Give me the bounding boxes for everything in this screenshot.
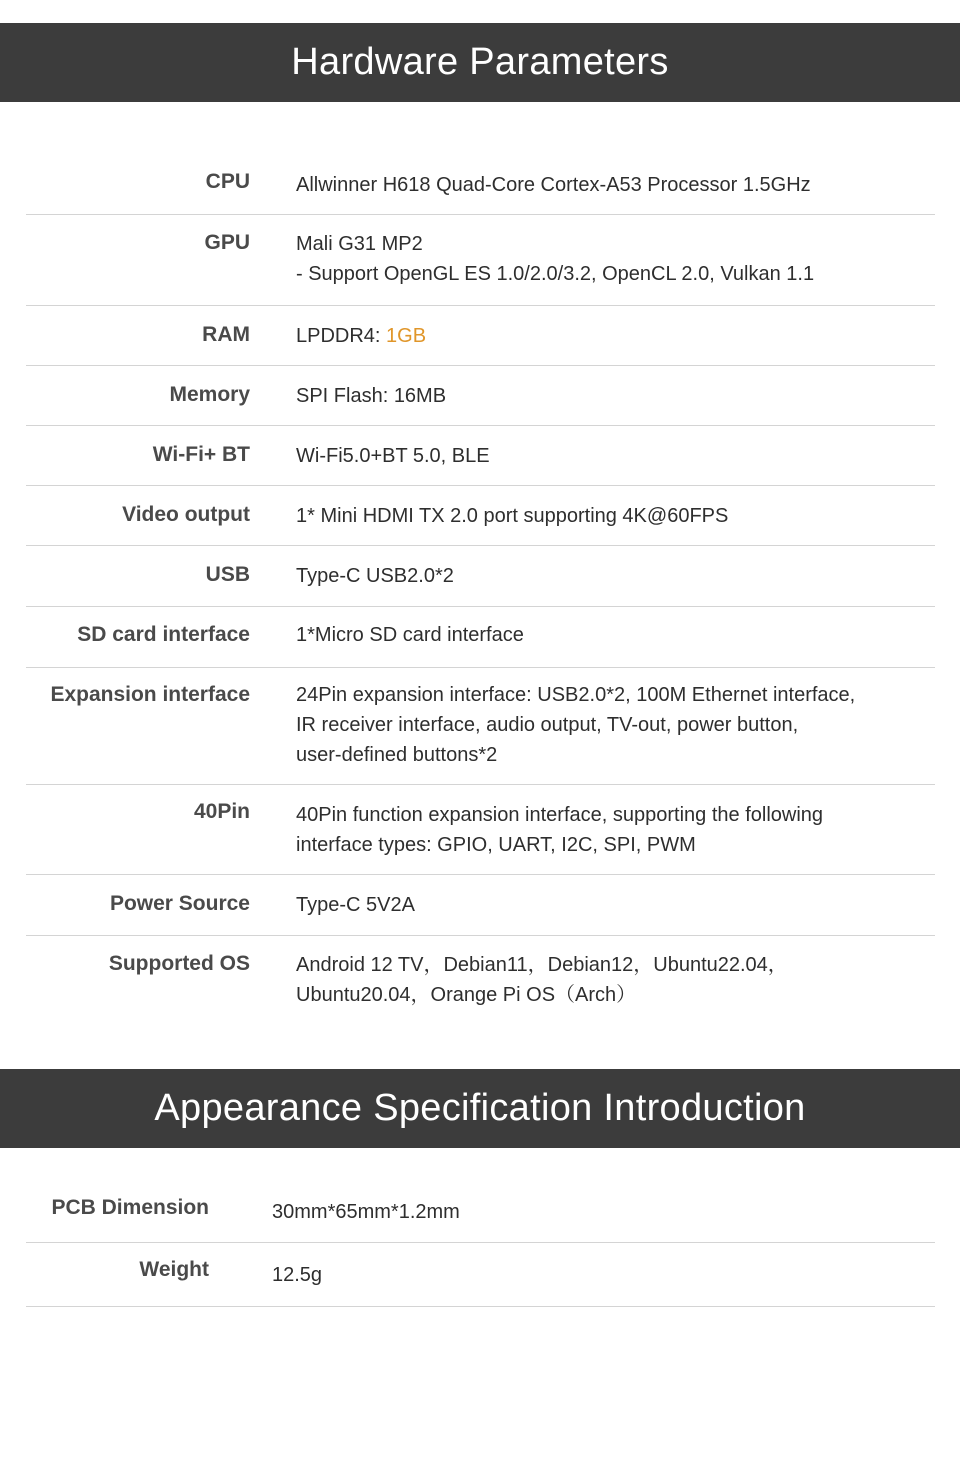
spec-value-line: interface types: GPIO, UART, I2C, SPI, PWM bbox=[296, 834, 696, 856]
spec-row-sd-card bbox=[26, 607, 935, 668]
ram-size-highlight: 1GB bbox=[386, 325, 427, 347]
appearance-spec-table bbox=[26, 1182, 935, 1307]
spec-label: Video output bbox=[122, 503, 250, 526]
appearance-spec-title: Appearance Specification Introduction bbox=[154, 1087, 806, 1129]
spec-row-weight bbox=[26, 1243, 935, 1307]
spec-value bbox=[296, 170, 895, 200]
spec-label: PCB Dimension bbox=[51, 1196, 209, 1219]
spec-value-line: 30mm*65mm*1.2mm bbox=[272, 1201, 460, 1223]
spec-label: Power Source bbox=[109, 892, 250, 915]
spec-value bbox=[296, 680, 895, 770]
spec-label: Wi-Fi+ BT bbox=[152, 443, 250, 466]
appearance-spec-banner bbox=[0, 1069, 960, 1148]
spec-value bbox=[296, 561, 895, 591]
spec-label: Supported OS bbox=[108, 952, 250, 975]
spec-label: RAM bbox=[202, 323, 250, 346]
spec-label: CPU bbox=[205, 170, 250, 193]
spec-value-line: Android 12 TV，Debian11，Debian12，Ubuntu22.04， bbox=[296, 954, 788, 976]
spec-value-line: IR receiver interface, audio output, TV-out, power button, bbox=[296, 714, 799, 736]
spec-value-line bbox=[296, 321, 895, 351]
spec-value-line: Wi-Fi5.0+BT 5.0, BLE bbox=[296, 445, 490, 467]
spec-label: SD card interface bbox=[77, 623, 250, 646]
spec-label: Expansion interface bbox=[50, 683, 250, 706]
spec-row-wifi-bt bbox=[26, 426, 935, 486]
spec-value-line: 1*Micro SD card interface bbox=[296, 624, 524, 646]
hardware-parameters-banner bbox=[0, 23, 960, 102]
spec-value bbox=[296, 950, 895, 1010]
spec-label: USB bbox=[205, 563, 250, 586]
spec-row-pcb-dimension bbox=[26, 1182, 935, 1243]
spec-value bbox=[296, 441, 895, 471]
spec-value-line: Ubuntu20.04，Orange Pi OS（Arch） bbox=[296, 984, 637, 1006]
spec-value-line: Type-C USB2.0*2 bbox=[296, 565, 454, 587]
spec-value bbox=[272, 1260, 895, 1290]
spec-row-expansion bbox=[26, 668, 935, 785]
spec-value-line: Allwinner H618 Quad-Core Cortex-A53 Processor 1.5GHz bbox=[296, 174, 811, 196]
spec-label: 40Pin bbox=[193, 800, 250, 823]
hardware-parameters-title: Hardware Parameters bbox=[291, 41, 669, 83]
spec-value bbox=[272, 1197, 895, 1227]
spec-value-line: 40Pin function expansion interface, supporting the following bbox=[296, 804, 824, 826]
spec-value bbox=[296, 800, 895, 860]
spec-label: Weight bbox=[139, 1258, 209, 1281]
spec-row-supported-os bbox=[26, 936, 935, 1026]
spec-row-power-source bbox=[26, 875, 935, 936]
hardware-spec-table bbox=[26, 154, 935, 1026]
spec-value bbox=[296, 321, 895, 351]
spec-value bbox=[296, 620, 895, 650]
spec-value-line: - Support OpenGL ES 1.0/2.0/3.2, OpenCL 2.0, Vulkan 1.1 bbox=[296, 263, 815, 285]
spec-row-cpu bbox=[26, 154, 935, 215]
spec-label: Memory bbox=[169, 383, 250, 406]
spec-value bbox=[296, 501, 895, 531]
spec-row-usb bbox=[26, 546, 935, 607]
spec-value-line: Type-C 5V2A bbox=[296, 894, 415, 916]
spec-row-40pin bbox=[26, 785, 935, 875]
spec-row-memory bbox=[26, 366, 935, 426]
ram-type: LPDDR4: bbox=[296, 325, 387, 347]
spec-row-video-output bbox=[26, 486, 935, 546]
spec-value bbox=[296, 381, 895, 411]
spec-value-line: 12.5g bbox=[272, 1264, 323, 1286]
spec-value bbox=[296, 229, 895, 289]
spec-value-line: user-defined buttons*2 bbox=[296, 744, 498, 766]
spec-row-ram bbox=[26, 306, 935, 366]
spec-value-line: Mali G31 MP2 bbox=[296, 233, 423, 255]
spec-value-line: SPI Flash: 16MB bbox=[296, 385, 447, 407]
spec-value bbox=[296, 890, 895, 920]
spec-value-line: 24Pin expansion interface: USB2.0*2, 100M Ethernet interface, bbox=[296, 684, 856, 706]
spec-label: GPU bbox=[204, 231, 250, 254]
spec-row-gpu bbox=[26, 215, 935, 306]
spec-value-line: 1* Mini HDMI TX 2.0 port supporting 4K@60FPS bbox=[296, 505, 729, 527]
